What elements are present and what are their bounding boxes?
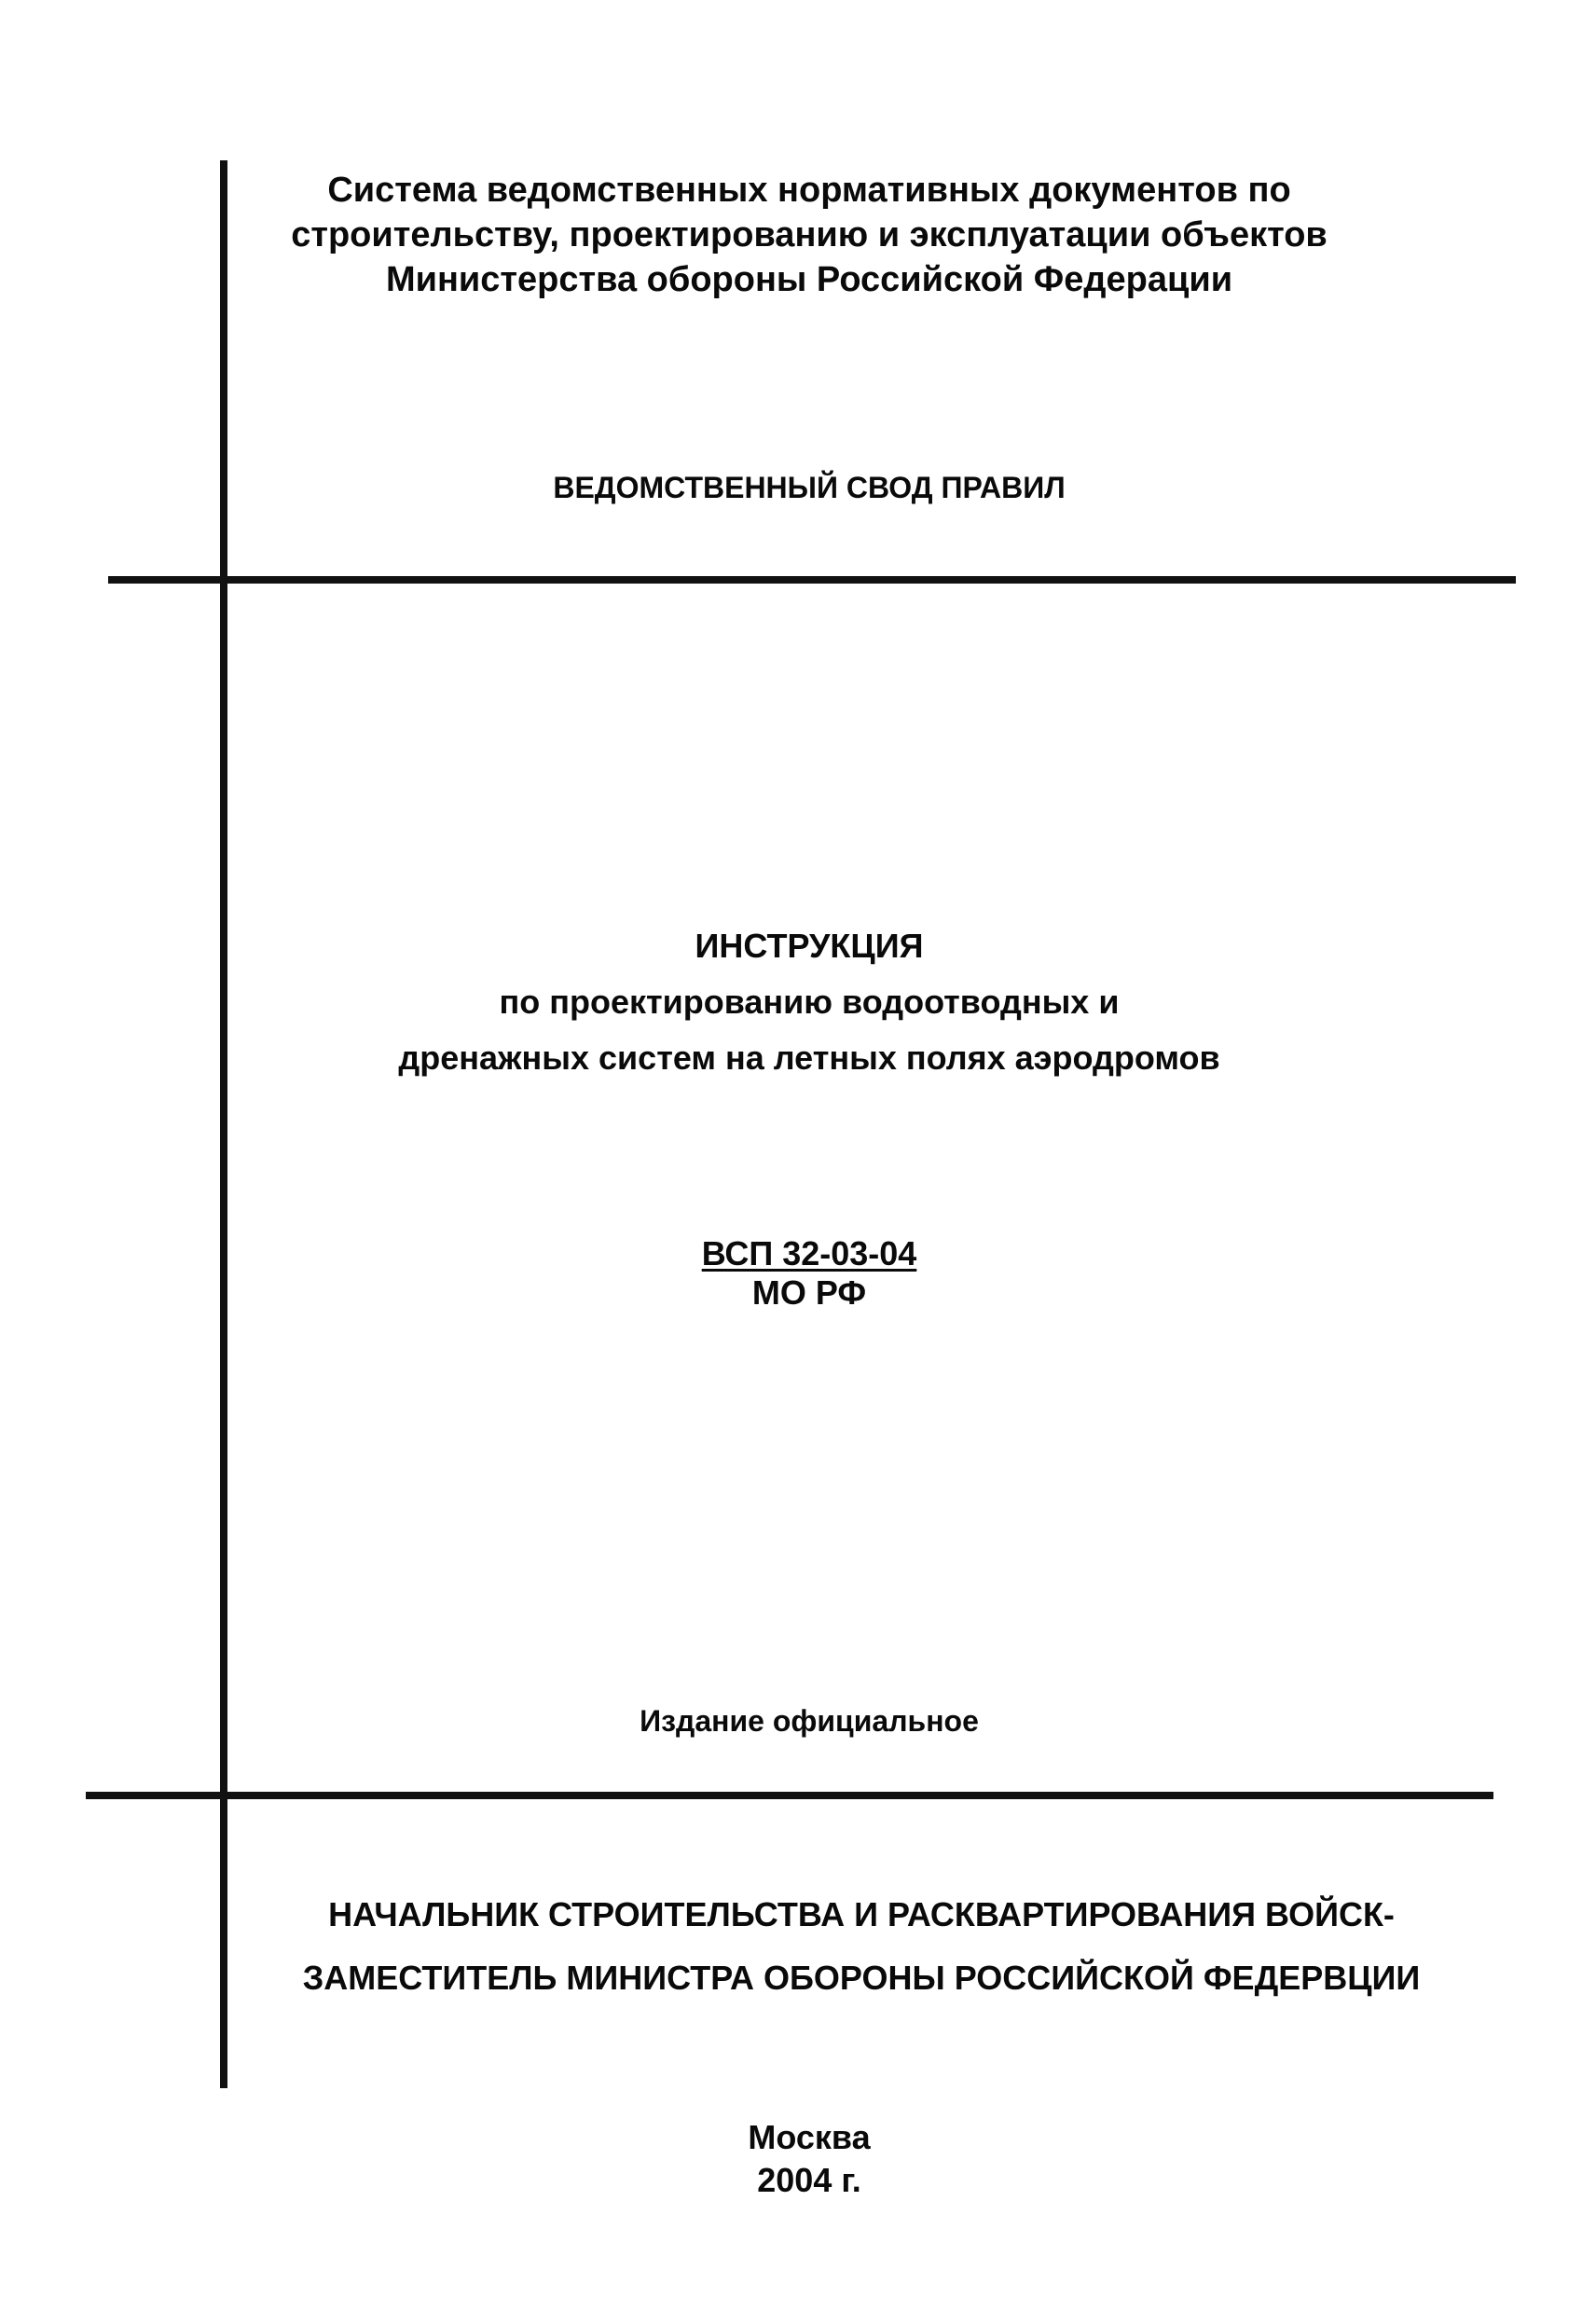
imprint-city: Москва — [748, 2118, 871, 2156]
document-code-block — [227, 1234, 1391, 1313]
document-agency: МО РФ — [751, 1273, 867, 1312]
instruction-title: ИНСТРУКЦИЯ — [695, 927, 924, 965]
document-system-header — [227, 168, 1391, 302]
bottom-horizontal-rule — [86, 1792, 1493, 1799]
edition-label: Издание официальное — [640, 1704, 979, 1738]
imprint-block — [227, 2116, 1391, 2202]
authority-line-2: ЗАМЕСТИТЕЛЬ МИНИСТРА ОБОРОНЫ РОССИЙСКОЙ ФЕДЕРВЦИИ — [302, 1959, 1421, 1997]
authority-block — [227, 1883, 1495, 2010]
authority-line-1: НАЧАЛЬНИК СТРОИТЕЛЬСТВА И РАСКВАРТИРОВАНИЯ ВОЙСК- — [328, 1895, 1395, 1933]
instruction-block — [227, 918, 1391, 1086]
instruction-subtitle-line-2: дренажных систем на летных полях аэродромов — [398, 1039, 1220, 1077]
instruction-subtitle-line-1: по проектированию водоотводных и — [499, 983, 1120, 1021]
system-line-1: Система ведомственных нормативных документов по — [327, 171, 1291, 210]
imprint-year: 2004 г. — [757, 2161, 861, 2199]
document-number: ВСП 32-03-04 — [701, 1234, 917, 1272]
top-horizontal-rule — [108, 576, 1516, 584]
system-line-2: строительству, проектированию и эксплуатации объектов — [291, 215, 1328, 254]
system-line-3: Министерства обороны Российской Федерации — [385, 260, 1233, 299]
svod-title: ВЕДОМСТВЕННЫЙ СВОД ПРАВИЛ — [553, 471, 1066, 504]
